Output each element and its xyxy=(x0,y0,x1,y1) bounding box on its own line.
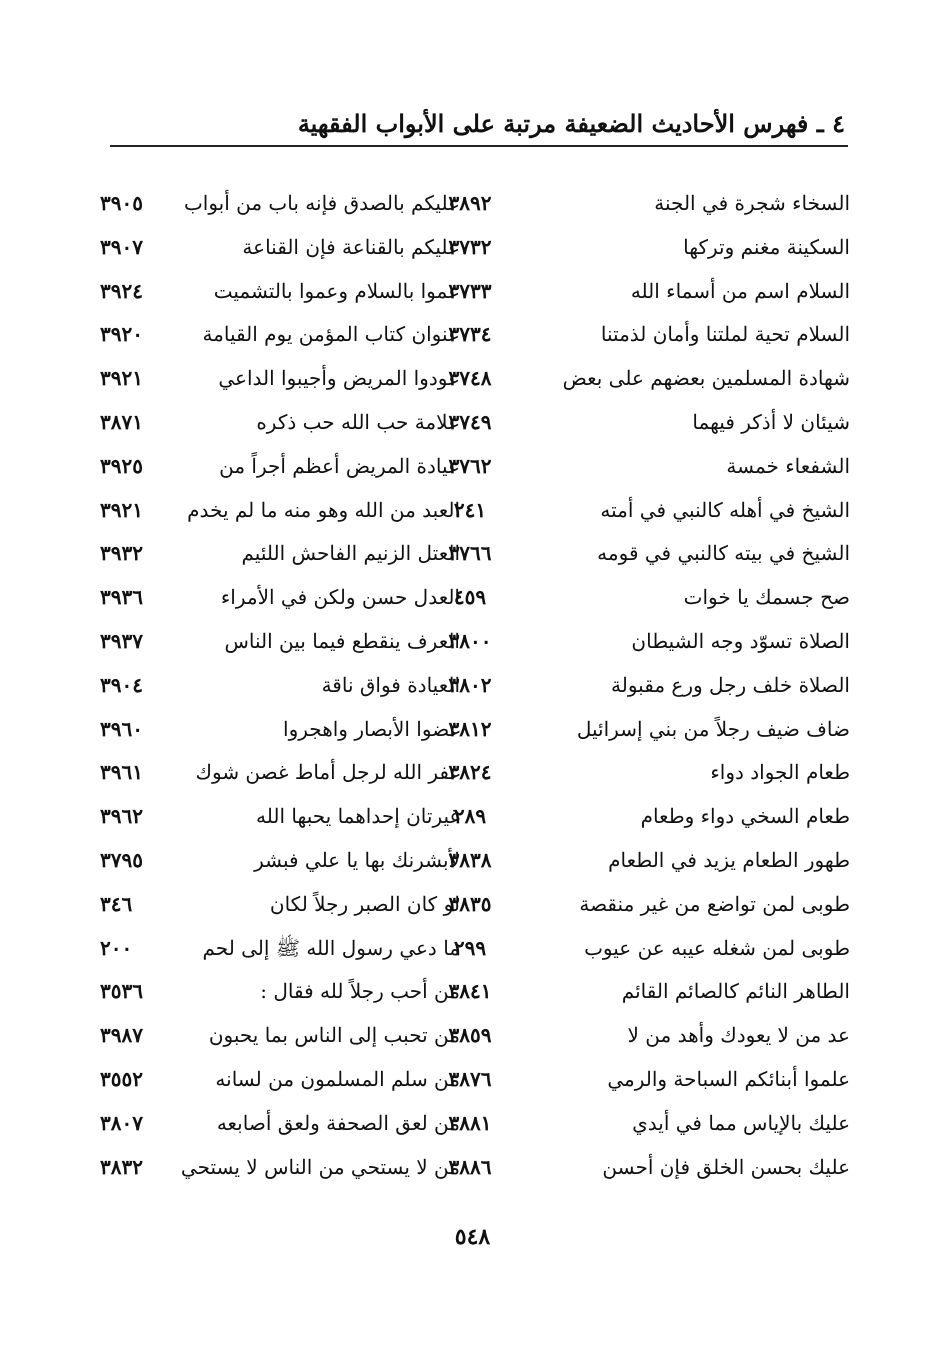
hadith-number-right-column: ٣٨٠٠ xyxy=(448,628,492,653)
index-row xyxy=(100,182,850,226)
hadith-number-left-column: ٣٧٩٥ xyxy=(100,847,143,872)
hadith-number-left-column: ٣٩٢٠ xyxy=(100,322,143,347)
hadith-text-right-column: طوبى لمن تواضع من غير منقصة xyxy=(579,891,850,916)
hadith-number-left-column: ٣٩٦٠ xyxy=(100,716,143,741)
hadith-text-left-column: عليكم بالقناعة فإن القناعة xyxy=(242,234,460,259)
hadith-number-left-column: ٣٩٢١ xyxy=(100,497,143,522)
index-row xyxy=(100,664,850,708)
hadith-number-right-column: ٣٨٢٤ xyxy=(448,760,492,785)
hadith-number-left-column: ٣٩٢٤ xyxy=(100,278,143,303)
hadith-text-left-column: من سلم المسلمون من لسانه xyxy=(215,1066,460,1091)
hadith-text-right-column: طعام السخي دواء وطعام xyxy=(640,804,850,829)
hadith-text-right-column: الشيخ في أهله كالنبي في أمته xyxy=(600,497,850,522)
page-number: ٥٤٨ xyxy=(454,1224,491,1250)
hadith-text-left-column: عليكم بالصدق فإنه باب من أبواب xyxy=(183,191,460,215)
index-row xyxy=(100,1014,850,1058)
index-row xyxy=(100,751,850,795)
hadith-number-right-column: ٣٨٣٥ xyxy=(448,891,492,916)
hadith-number-right-column: ٣٨٥٩ xyxy=(448,1023,492,1048)
hadith-number-right-column: ٣٧٣٤ xyxy=(448,322,492,347)
hadith-number-left-column: ٣٩٠٤ xyxy=(100,672,143,697)
hadith-text-right-column: السلام اسم من أسماء الله xyxy=(630,278,850,303)
hadith-text-left-column: العرف ينقطع فيما بين الناس xyxy=(224,628,460,653)
hadith-text-left-column: العيادة فواق ناقة xyxy=(321,672,460,697)
hadith-text-left-column: العتل الزنيم الفاحش اللئيم xyxy=(241,541,460,566)
hadith-number-right-column: ٣٧٦٢ xyxy=(448,453,492,478)
index-row xyxy=(100,927,850,971)
hadith-number-left-column: ٣٩٢٥ xyxy=(100,453,143,478)
hadith-text-right-column: الصلاة خلف رجل ورع مقبولة xyxy=(611,672,850,697)
hadith-text-left-column: لأبشرنك بها يا علي فبشر xyxy=(254,847,460,872)
hadith-text-left-column: العدل حسن ولكن في الأمراء xyxy=(220,585,460,610)
hadith-number-right-column: ٣٧٤٩ xyxy=(448,409,492,434)
hadith-text-right-column: عليك بحسن الخلق فإن أحسن xyxy=(602,1154,850,1179)
hadith-number-right-column: ٣٨٩٢ xyxy=(448,191,492,215)
hadith-number-right-column: ٣٧٣٣ xyxy=(448,278,492,303)
hadith-number-right-column: ٣٨٧٦ xyxy=(448,1066,492,1091)
hadith-text-left-column: عودوا المريض وأجيبوا الداعي xyxy=(218,366,460,391)
hadith-number-left-column: ٢٠٠ xyxy=(100,935,133,960)
hadith-number-right-column: ٣٧٤٨ xyxy=(448,366,492,391)
hadith-number-left-column: ٣٩٠٥ xyxy=(100,191,143,215)
hadith-text-left-column: عيادة المريض أعظم أجراً من xyxy=(219,453,460,478)
index-row xyxy=(100,795,850,839)
hadith-text-right-column: علموا أبنائكم السباحة والرمي xyxy=(607,1066,850,1091)
hadith-number-right-column: ٤٥٩ xyxy=(453,585,487,610)
running-header-title: ٤ ـ فهرس الأحاديث الضعيفة مرتبة على الأبواب الفقهية xyxy=(297,109,845,138)
index-row xyxy=(100,1102,850,1146)
hadith-text-right-column: طوبى لمن شغله عيبه عن عيوب xyxy=(584,935,850,960)
hadith-number-right-column: ٢٨٩ xyxy=(453,804,487,829)
index-row xyxy=(100,839,850,883)
hadith-text-left-column: من تحبب إلى الناس بما يحبون xyxy=(208,1023,460,1048)
index-row xyxy=(100,226,850,270)
hadith-number-left-column: ٣٩٨٧ xyxy=(100,1023,143,1048)
hadith-number-left-column: ٣٩٣٦ xyxy=(100,585,143,610)
hadith-text-right-column: الصلاة تسوّد وجه الشيطان xyxy=(631,628,850,653)
hadith-number-right-column: ٣٧٣٢ xyxy=(448,234,492,259)
hadith-number-right-column: ٣٧٦٦ xyxy=(448,541,492,566)
hadith-number-right-column: ٣٨٨١ xyxy=(448,1110,492,1135)
hadith-text-left-column: غضوا الأبصار واهجروا xyxy=(283,716,460,741)
hadith-number-left-column: ٣٩٦٢ xyxy=(100,804,143,829)
hadith-text-left-column: ما دعي رسول الله ﷺ إلى لحم xyxy=(202,935,460,960)
hadith-number-left-column: ٣٩٣٧ xyxy=(100,628,143,653)
hadith-text-right-column: الشيخ في بيته كالنبي في قومه xyxy=(597,541,850,566)
index-row xyxy=(100,445,850,489)
hadith-text-right-column: صح جسمك يا خوات xyxy=(683,585,850,610)
hadith-text-left-column: من أحب رجلاً لله فقال : xyxy=(260,979,460,1004)
hadith-number-left-column: ٣٤٦ xyxy=(100,891,133,916)
hadith-number-left-column: ٣٩٦١ xyxy=(100,760,143,785)
index-row xyxy=(100,1058,850,1102)
header-rule xyxy=(110,145,848,147)
hadith-number-right-column: ٣٨٣٨ xyxy=(448,847,492,872)
hadith-number-right-column: ٢٩٩ xyxy=(453,935,487,960)
hadith-text-right-column: السلام تحية لملتنا وأمان لذمتنا xyxy=(600,322,850,347)
hadith-number-left-column: ٣٥٥٢ xyxy=(100,1066,143,1091)
hadith-text-right-column: عليك بالإياس مما في أيدي xyxy=(632,1110,850,1135)
index-row xyxy=(100,970,850,1014)
hadith-number-left-column: ٣٩٠٧ xyxy=(100,234,143,259)
hadith-number-left-column: ٣٥٣٦ xyxy=(100,979,143,1004)
hadith-number-left-column: ٣٨٣٢ xyxy=(100,1154,143,1179)
hadith-number-right-column: ٣٨١٢ xyxy=(448,716,492,741)
hadith-number-right-column: ٢٤١ xyxy=(453,497,487,522)
index-row xyxy=(100,576,850,620)
hadith-number-left-column: ٣٩٢١ xyxy=(100,366,143,391)
hadith-text-left-column: غيرتان إحداهما يحبها الله xyxy=(256,804,460,829)
hadith-text-right-column: الطاهر النائم كالصائم القائم xyxy=(621,979,850,1004)
index-row xyxy=(100,532,850,576)
index-row xyxy=(100,883,850,927)
hadith-text-left-column: عموا بالسلام وعموا بالتشميت xyxy=(213,278,460,303)
hadith-number-left-column: ٣٩٣٢ xyxy=(100,541,143,566)
hadith-text-right-column: شهادة المسلمين بعضهم على بعض xyxy=(562,366,850,391)
index-row xyxy=(100,357,850,401)
hadith-text-left-column: من لا يستحي من الناس لا يستحي xyxy=(180,1154,460,1179)
hadith-number-right-column: ٣٨٠٢ xyxy=(448,672,492,697)
hadith-text-right-column: ضاف ضيف رجلاً من بني إسرائيل xyxy=(576,716,850,741)
index-row xyxy=(100,401,850,445)
hadith-number-right-column: ٣٨٤١ xyxy=(448,979,492,1004)
index-row xyxy=(100,620,850,664)
hadith-number-right-column: ٣٨٨٦ xyxy=(448,1154,492,1179)
index-row xyxy=(100,1146,850,1190)
hadith-text-right-column: عد من لا يعودك وأهد من لا xyxy=(627,1023,850,1048)
hadith-text-right-column: السخاء شجرة في الجنة xyxy=(654,191,850,215)
hadith-text-left-column: من لعق الصحفة ولعق أصابعه xyxy=(216,1110,460,1135)
hadith-text-left-column: علامة حب الله حب ذكره xyxy=(256,409,460,434)
hadith-text-left-column: عنوان كتاب المؤمن يوم القيامة xyxy=(202,322,460,347)
hadith-text-left-column: العبد من الله وهو منه ما لم يخدم xyxy=(187,497,460,522)
hadith-text-right-column: السكينة مغنم وتركها xyxy=(683,234,850,259)
index-row xyxy=(100,489,850,533)
hadith-text-right-column: طعام الجواد دواء xyxy=(710,760,850,785)
hadith-index-table xyxy=(100,182,850,1189)
hadith-text-right-column: شيئان لا أذكر فيهما xyxy=(692,409,850,434)
index-row xyxy=(100,708,850,752)
index-row xyxy=(100,270,850,314)
hadith-number-left-column: ٣٨٠٧ xyxy=(100,1110,143,1135)
hadith-text-left-column: لو كان الصبر رجلاً لكان xyxy=(269,891,460,916)
hadith-text-right-column: الشفعاء خمسة xyxy=(726,453,850,478)
hadith-text-left-column: غفر الله لرجل أماط غصن شوك xyxy=(195,760,460,785)
hadith-number-left-column: ٣٨٧١ xyxy=(100,409,143,434)
hadith-text-right-column: طهور الطعام يزيد في الطعام xyxy=(608,847,850,872)
index-row xyxy=(100,313,850,357)
